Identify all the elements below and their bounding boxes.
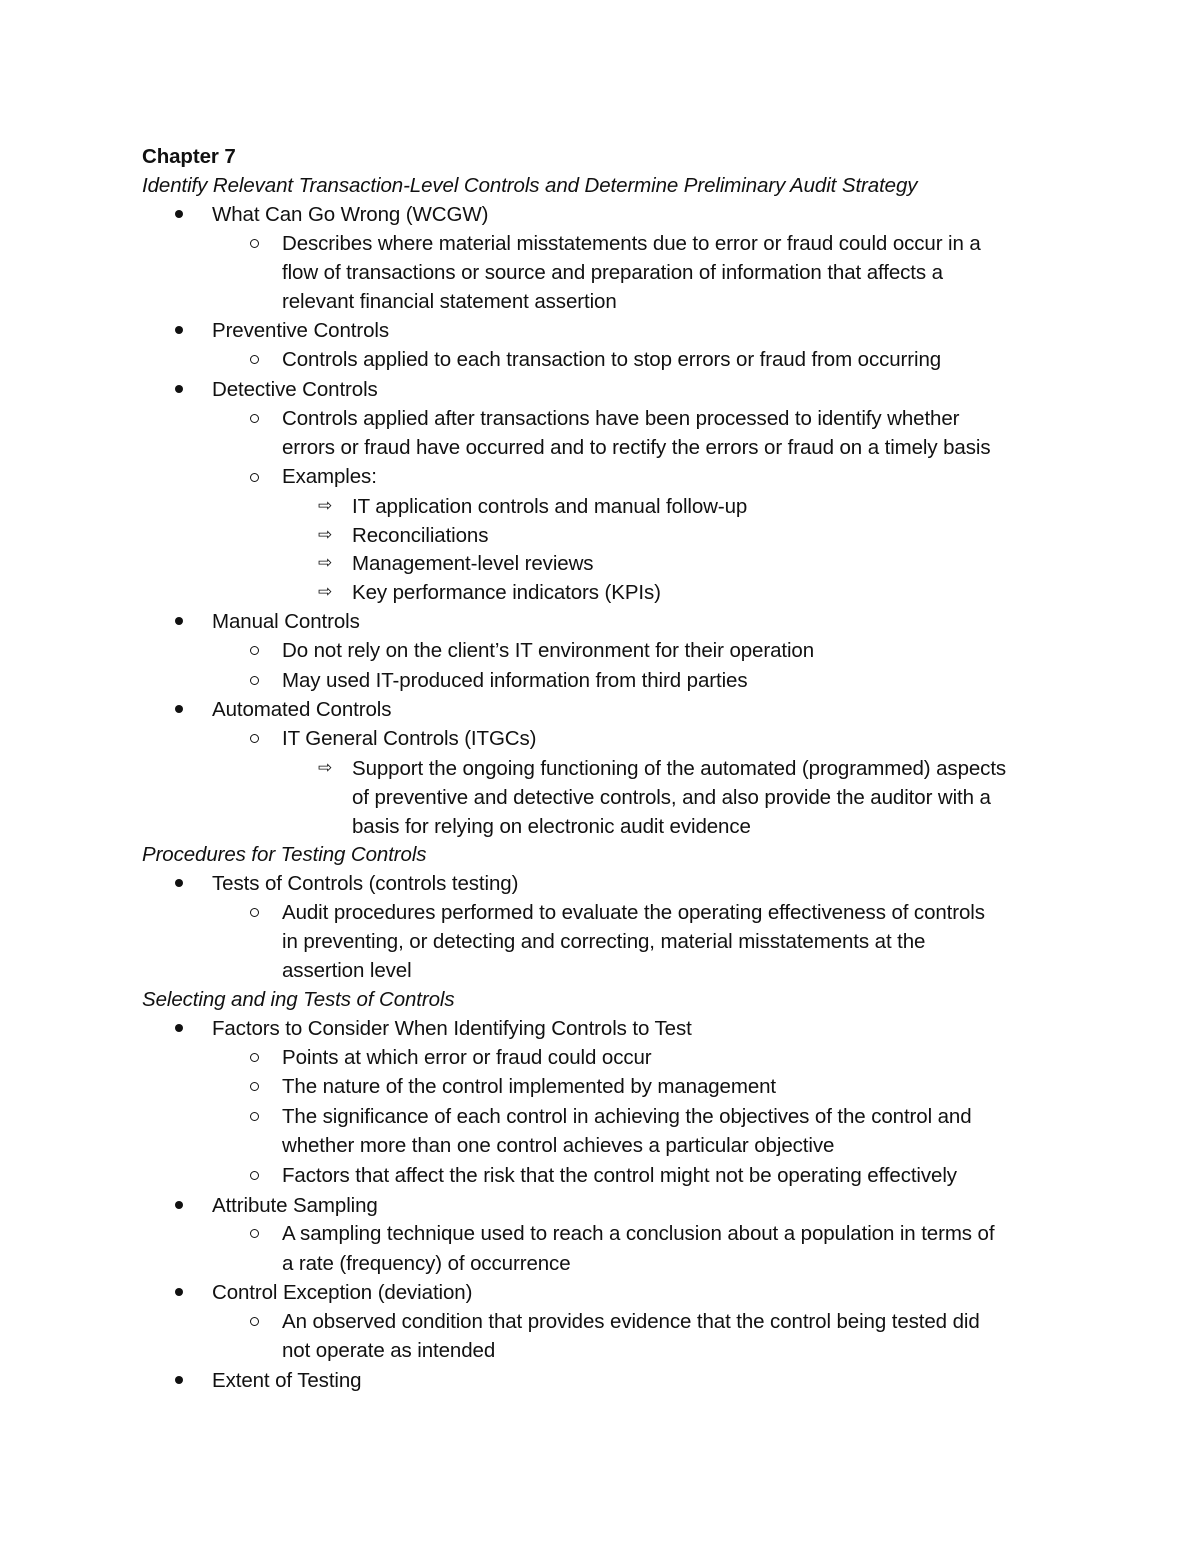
sub-sub-item-text: of preventive and detective controls, and also provide the auditor with a	[352, 786, 991, 809]
circle-bullet-icon	[250, 734, 259, 743]
sub-item-text: Controls applied to each transaction to stop errors or fraud from occurring	[282, 348, 942, 371]
arrow-bullet-icon: ⇨	[318, 496, 333, 516]
bullet-icon	[175, 879, 183, 887]
list-item-manual-controls: Manual Controls	[212, 610, 360, 633]
example-item: Key performance indicators (KPIs)	[352, 581, 661, 604]
sub-item-text: a rate (frequency) of occurrence	[282, 1252, 571, 1275]
sub-item-text: Do not rely on the client’s IT environment for their operation	[282, 639, 815, 662]
sub-item-text: A sampling technique used to reach a conclusion about a population in terms of	[282, 1222, 995, 1245]
bullet-icon	[175, 1288, 183, 1296]
list-item-wcgw: What Can Go Wrong (WCGW)	[212, 203, 489, 226]
sub-item-text: whether more than one control achieves a particular objective	[282, 1134, 835, 1157]
bullet-icon	[175, 1201, 183, 1209]
circle-bullet-icon	[250, 676, 259, 685]
sub-item-text: Audit procedures performed to evaluate the operating effectiveness of controls	[282, 901, 985, 924]
section-heading-procedures: Procedures for Testing Controls	[142, 843, 427, 866]
sub-item-text: Points at which error or fraud could occur	[282, 1046, 652, 1069]
circle-bullet-icon	[250, 646, 259, 655]
sub-item-text: An observed condition that provides evidence that the control being tested did	[282, 1310, 980, 1333]
sub-sub-item-text: basis for relying on electronic audit evidence	[352, 815, 751, 838]
sub-item-text: in preventing, or detecting and correcting, material misstatements at the	[282, 930, 926, 953]
bullet-icon	[175, 210, 183, 218]
section-heading-transaction-level-controls: Identify Relevant Transaction-Level Controls and Determine Preliminary Audit Strategy	[142, 174, 918, 197]
circle-bullet-icon	[250, 1229, 259, 1238]
circle-bullet-icon	[250, 1317, 259, 1326]
sub-item-examples: Examples:	[282, 465, 377, 488]
circle-bullet-icon	[250, 1053, 259, 1062]
bullet-icon	[175, 1376, 183, 1384]
sub-item-text: assertion level	[282, 959, 412, 982]
sub-item-text: flow of transactions or source and preparation of information that affects a	[282, 261, 943, 284]
sub-item-text: errors or fraud have occurred and to rectify the errors or fraud on a timely basis	[282, 436, 991, 459]
sub-item-itgc: IT General Controls (ITGCs)	[282, 727, 537, 750]
arrow-bullet-icon: ⇨	[318, 758, 333, 778]
sub-item-text: not operate as intended	[282, 1339, 496, 1362]
circle-bullet-icon	[250, 1171, 259, 1180]
sub-item-text: Describes where material misstatements due to error or fraud could occur in a	[282, 232, 981, 255]
example-item: Reconciliations	[352, 524, 489, 547]
section-heading-selecting-tests: Selecting and ing Tests of Controls	[142, 988, 455, 1011]
list-item-automated-controls: Automated Controls	[212, 698, 392, 721]
circle-bullet-icon	[250, 414, 259, 423]
bullet-icon	[175, 1024, 183, 1032]
list-item-extent-of-testing: Extent of Testing	[212, 1369, 362, 1392]
bullet-icon	[175, 617, 183, 625]
bullet-icon	[175, 385, 183, 393]
sub-sub-item-text: Support the ongoing functioning of the automated (programmed) aspects	[352, 757, 1007, 780]
circle-bullet-icon	[250, 473, 259, 482]
sub-item-text: The nature of the control implemented by management	[282, 1075, 777, 1098]
arrow-bullet-icon: ⇨	[318, 553, 333, 573]
arrow-bullet-icon: ⇨	[318, 582, 333, 602]
circle-bullet-icon	[250, 908, 259, 917]
circle-bullet-icon	[250, 1082, 259, 1091]
bullet-icon	[175, 326, 183, 334]
circle-bullet-icon	[250, 355, 259, 364]
list-item-preventive-controls: Preventive Controls	[212, 319, 389, 342]
circle-bullet-icon	[250, 239, 259, 248]
chapter-title: Chapter 7	[142, 145, 236, 168]
list-item-tests-of-controls: Tests of Controls (controls testing)	[212, 872, 519, 895]
list-item-control-exception: Control Exception (deviation)	[212, 1281, 473, 1304]
arrow-bullet-icon: ⇨	[318, 525, 333, 545]
sub-item-text: relevant financial statement assertion	[282, 290, 617, 313]
example-item: IT application controls and manual follow-up	[352, 495, 748, 518]
list-item-detective-controls: Detective Controls	[212, 378, 378, 401]
sub-item-text: The significance of each control in achieving the objectives of the control and	[282, 1105, 972, 1128]
sub-item-text: Factors that affect the risk that the control might not be operating effectively	[282, 1164, 957, 1187]
list-item-attribute-sampling: Attribute Sampling	[212, 1194, 378, 1217]
bullet-icon	[175, 705, 183, 713]
sub-item-text: Controls applied after transactions have been processed to identify whether	[282, 407, 960, 430]
list-item-factors: Factors to Consider When Identifying Controls to Test	[212, 1017, 692, 1040]
example-item: Management-level reviews	[352, 552, 594, 575]
sub-item-text: May used IT-produced information from third parties	[282, 669, 748, 692]
circle-bullet-icon	[250, 1112, 259, 1121]
